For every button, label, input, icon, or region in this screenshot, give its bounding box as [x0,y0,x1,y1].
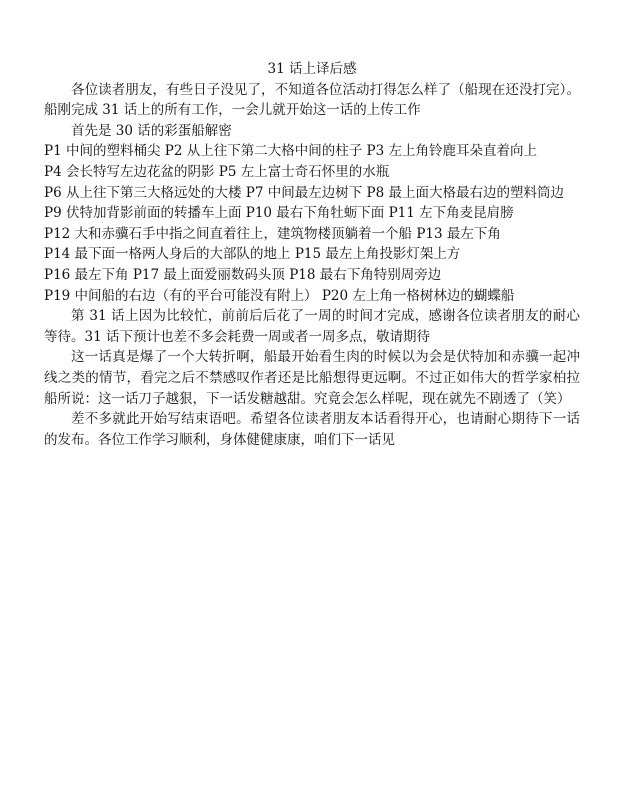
document-title: 31 话上译后感 [267,61,357,77]
easter-egg-line: P14 最下面一格两人身后的大部队的地上 P15 最左上角投影灯架上方 [44,246,461,263]
easter-egg-line: P6 从上往下第三大格远处的大楼 P7 中间最左边树下 P8 最上面大格最右边的塑料筒边 [44,184,564,201]
easter-egg-line: P9 伏特加背影前面的转播车上面 P10 最右下角牡蛎下面 P11 左下角麦昆肩膀 [44,205,514,222]
schedule-paragraph: 第 31 话上因为比较忙，前前后后花了一周的时间才完成，感谢各位读者朋友的耐心等待。31 话下预计也差不多会耗费一周或者一周多点，敬请期待 [44,308,580,345]
document-body [44,59,580,450]
easter-egg-line: P16 最左下角 P17 最上面爱丽数码头顶 P18 最右下角特别周旁边 [44,266,442,283]
easter-egg-line: P1 中间的塑料桶尖 P2 从上往下第二大格中间的柱子 P3 左上角铃鹿耳朵直着向上 [44,143,537,160]
closing-paragraph: 差不多就此开始写结束语吧。希望各位读者朋友本话看得开心，也请耐心期待下一话的发布。各位工作学习顺利，身体健健康康，咱们下一话见 [44,411,580,448]
easter-egg-line: P19 中间船的右边（有的平台可能没有附上） P20 左上角一格树林边的蝴蝶船 [44,287,515,304]
easter-egg-line: P12 大和赤骥石手中指之间直着往上，建筑物楼顶躺着一个船 P13 最左下角 [44,225,501,242]
easter-egg-line: P4 会长特写左边花盆的阴影 P5 左上富士奇石怀里的水瓶 [44,163,390,180]
plot-comment-paragraph: 这一话真是爆了一个大转折啊，船最开始看生肉的时候以为会是伏特加和赤骥一起冲线之类的情节，看完之后不禁感叹作者还是比船想得更远啊。不过正如伟大的哲学家柏拉船所说：这一话刀子越狠，下一话发糖越甜。究竟会怎么样呢，现在就先不剧透了（笑） [44,349,580,407]
easter-egg-heading: 首先是 30 话的彩蛋船解密 [71,122,232,139]
intro-paragraph: 各位读者朋友，有些日子没见了，不知道各位活动打得怎么样了（船现在还没打完）。船刚完成 31 话上的所有工作，一会儿就开始这一话的上传工作 [44,81,580,119]
